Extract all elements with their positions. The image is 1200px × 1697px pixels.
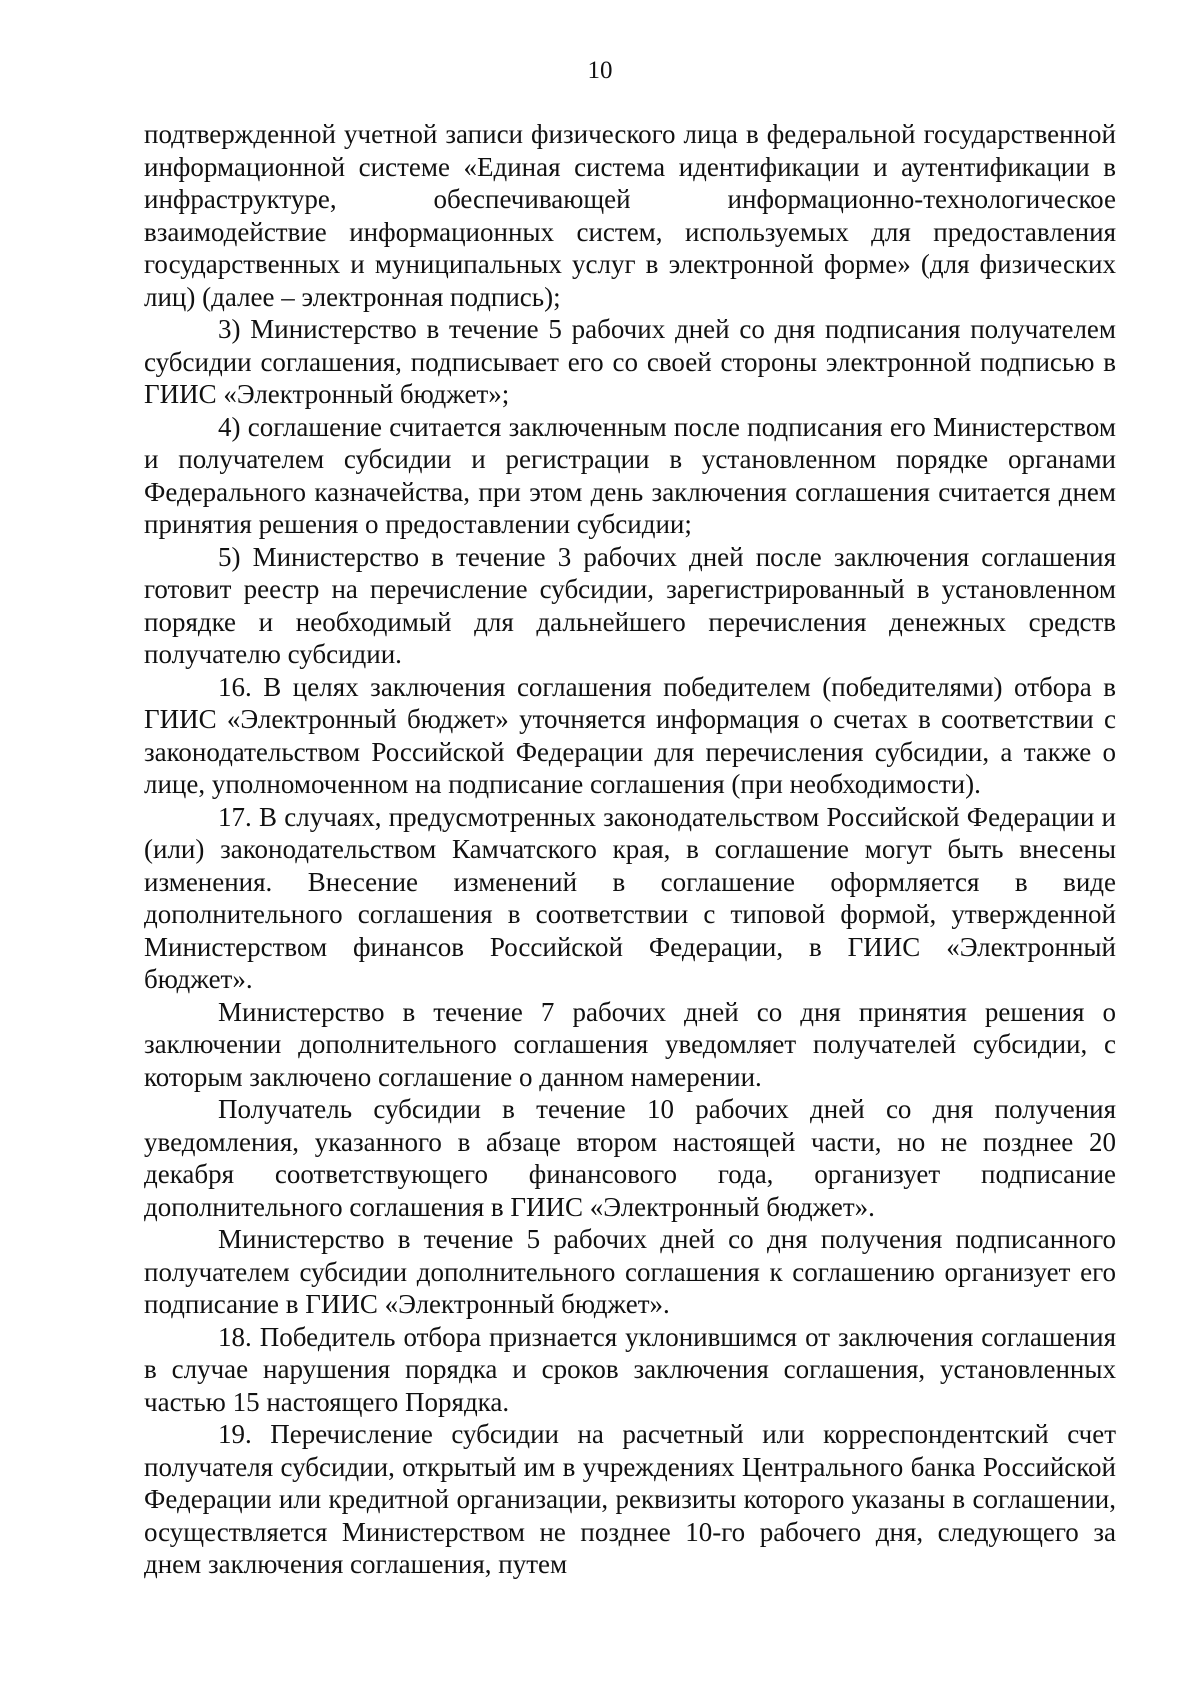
paragraph: 3) Министерство в течение 5 рабочих дней со дня подписания получателем субсидии соглашения, подписывает его со своей стороны электронной подписью в ГИИС «Электронный бюджет»; [144,314,1116,409]
paragraph: 4) соглашение считается заключенным после подписания его Министерством и получателем субсидии и регистрации в установленном порядке органами Федерального казначейства, при этом день заключения соглашения считается днем принятия решения о предоставлении субсидии; [144,411,1116,539]
paragraph: 16. В целях заключения соглашения победителем (победителями) отбора в ГИИС «Электронный бюджет» уточняется информация о счетах в соответствии с законодательством Российской Федерации для перечисления субсидии, а также о лице, уполномоченном на подписание соглашения (при необходимости). [144,671,1116,799]
paragraph: Получатель субсидии в течение 10 рабочих дней со дня получения уведомления, указанного в абзаце втором настоящей части, но не позднее 20 декабря соответствующего финансового года, организует подписание дополнительного соглашения в ГИИС «Электронный бюджет». [144,1094,1116,1222]
paragraph: 17. В случаях, предусмотренных законодательством Российской Федерации и (или) законодательством Камчатского края, в соглашение могут быть внесены изменения. Внесение изменений в соглашение оформляется в виде дополнительного соглашения в соответствии с типовой формой, утвержденной Министерством финансов Российской Федерации, в ГИИС «Электронный бюджет». [144,801,1116,994]
paragraph: Министерство в течение 5 рабочих дней со дня получения подписанного получателем субсидии дополнительного соглашения к соглашению организует его подписание в ГИИС «Электронный бюджет». [144,1224,1116,1319]
page-number: 10 [587,57,613,84]
paragraph: 18. Победитель отбора признается уклонившимся от заключения соглашения в случае нарушения порядка и сроков заключения соглашения, установленных частью 15 настоящего Порядка. [144,1321,1116,1417]
paragraph: Министерство в течение 7 рабочих дней со дня принятия решения о заключении дополнительного соглашения уведомляет получателей субсидии, с которым заключено соглашение о данном намерении. [144,996,1116,1092]
paragraph: 19. Перечисление субсидии на расчетный или корреспондентский счет получателя субсидии, открытый им в учреждениях Центрального банка Российской Федерации или кредитной организации, реквизиты которого указаны в соглашении, осуществляется Министерством не позднее 10-го рабочего дня, следующего за днем заключения соглашения, путем [144,1419,1116,1579]
document-body [144,118,1116,1581]
paragraph: 5) Министерство в течение 3 рабочих дней после заключения соглашения готовит реестр на перечисление субсидии, зарегистрированный в установленном порядке и необходимый для дальнейшего перечисления денежных средств получателю субсидии. [144,541,1116,669]
paragraph: подтвержденной учетной записи физического лица в федеральной государственной информационной системе «Единая система идентификации и аутентификации в инфраструктуре, обеспечивающей информационно-технологическое взаимодействие информационных систем, используемых для предоставления государственных и муниципальных услуг в электронной форме» (для физических лиц) (далее – электронная подпись); [144,119,1116,312]
